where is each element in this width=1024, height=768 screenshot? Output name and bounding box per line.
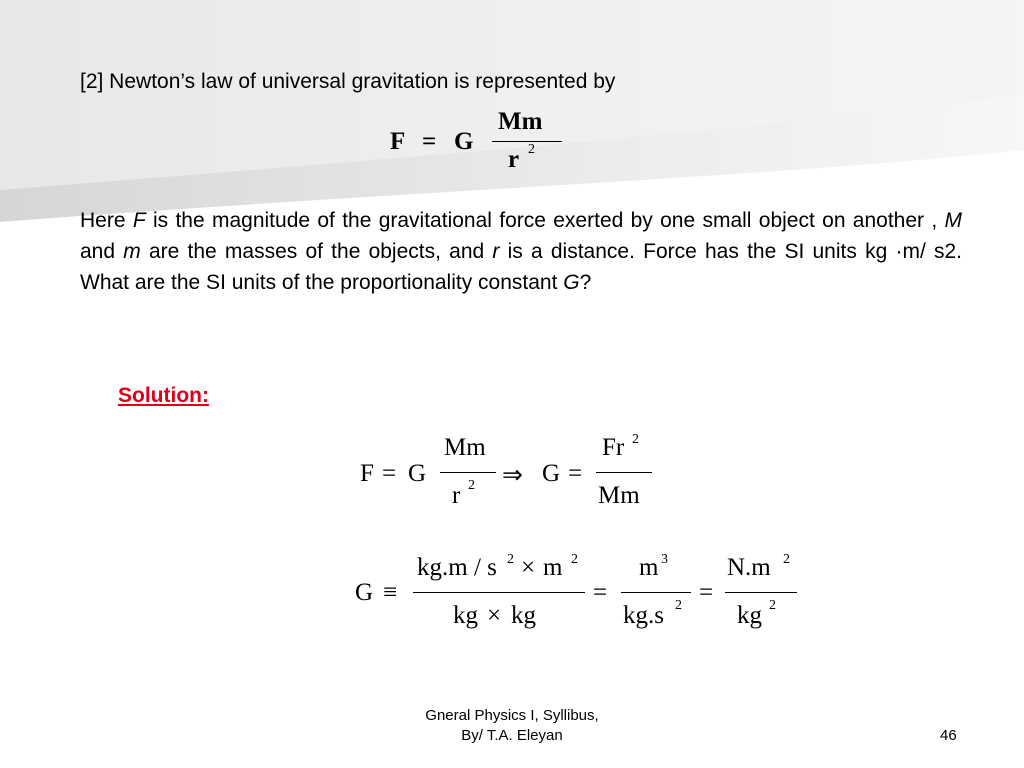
eq2-numerator-1: Mm: [444, 434, 486, 461]
eq3-denominator-1b: kg: [511, 602, 536, 629]
eq2-constant: G: [408, 460, 427, 487]
eq3-constant: G: [355, 579, 374, 606]
eq3-times-2: ×: [487, 602, 502, 629]
eq1-equals: =: [422, 128, 437, 155]
eq3-fraction-bar-1: [413, 592, 585, 593]
eq3-denominator-2: kg.s: [623, 602, 664, 629]
eq3-equals-1: =: [593, 579, 608, 606]
eq1-force: F: [390, 128, 406, 155]
units-equation: [355, 552, 815, 637]
para-text-3: and: [80, 240, 124, 263]
eq3-equals-2: =: [699, 579, 714, 606]
eq1-constant: G: [454, 128, 474, 155]
footer-line-1: Gneral Physics I, Syllibus,: [425, 707, 599, 724]
eq2-denominator-2: Mm: [598, 482, 640, 509]
para-text-6: ?: [579, 271, 592, 294]
eq1-fraction-bar: [492, 141, 562, 142]
eq3-numerator-1a-exp: 2: [507, 552, 514, 567]
eq2-equals-2: =: [568, 460, 583, 487]
eq1-exponent: 2: [528, 142, 535, 157]
eq2-constant-2: G: [542, 460, 561, 487]
eq2-implies-arrow: ⇒: [502, 462, 523, 489]
rearranged-equation: [360, 432, 680, 517]
eq3-numerator-2: m: [639, 554, 659, 581]
problem-heading: [2] Newton’s law of universal gravitation is represented by: [80, 70, 616, 93]
gravitation-equation: [380, 108, 580, 178]
eq3-numerator-1a: kg.m / s: [417, 554, 497, 581]
page-number: 46: [940, 727, 957, 744]
eq3-numerator-2-exp: 3: [661, 552, 668, 567]
eq3-denominator-2-exp: 2: [675, 598, 682, 613]
eq2-denominator-1: r: [452, 482, 461, 509]
eq2-exponent-2: 2: [632, 432, 639, 447]
eq3-denominator-1a: kg: [453, 602, 478, 629]
eq3-numerator-1b-exp: 2: [571, 552, 578, 567]
eq3-times-1: ×: [521, 554, 536, 581]
para-var-G: G: [563, 271, 580, 294]
eq2-fraction-bar-1: [440, 472, 496, 473]
para-text-5: is a distance. Force has the SI units kg ·m/ s2. What are the SI units of the proportionality constant: [80, 240, 962, 294]
eq2-numerator-2: Fr: [602, 434, 625, 461]
problem-paragraph: [80, 205, 962, 298]
eq2-fraction-bar-2: [596, 472, 652, 473]
footer-line-2: By/ T.A. Eleyan: [461, 727, 563, 744]
para-var-r: r: [492, 240, 500, 263]
solution-label: Solution:: [118, 384, 209, 407]
eq3-numerator-1b: m: [543, 554, 563, 581]
eq3-denominator-3-exp: 2: [769, 598, 776, 613]
para-text-1: Here: [80, 209, 133, 232]
eq3-fraction-bar-3: [725, 592, 797, 593]
eq3-denominator-3: kg: [737, 602, 762, 629]
para-var-f: F: [132, 209, 146, 232]
eq3-fraction-bar-2: [621, 592, 691, 593]
eq3-numerator-3: N.m: [727, 554, 771, 581]
eq3-equivalence: ≡: [383, 579, 398, 606]
para-text-2: is the magnitude of the gravitational force exerted by one small object on another ,: [145, 209, 945, 232]
para-var-M: M: [944, 209, 963, 232]
eq2-force: F: [360, 460, 374, 487]
para-text-4: are the masses of the objects, and: [140, 240, 493, 263]
eq1-numerator: Mm: [498, 108, 543, 135]
eq3-numerator-3-exp: 2: [783, 552, 790, 567]
eq2-exponent-1: 2: [468, 478, 475, 493]
slide-footer: [384, 706, 640, 746]
eq2-equals-1: =: [382, 460, 397, 487]
para-var-m: m: [123, 240, 141, 263]
eq1-denominator: r: [508, 146, 520, 173]
